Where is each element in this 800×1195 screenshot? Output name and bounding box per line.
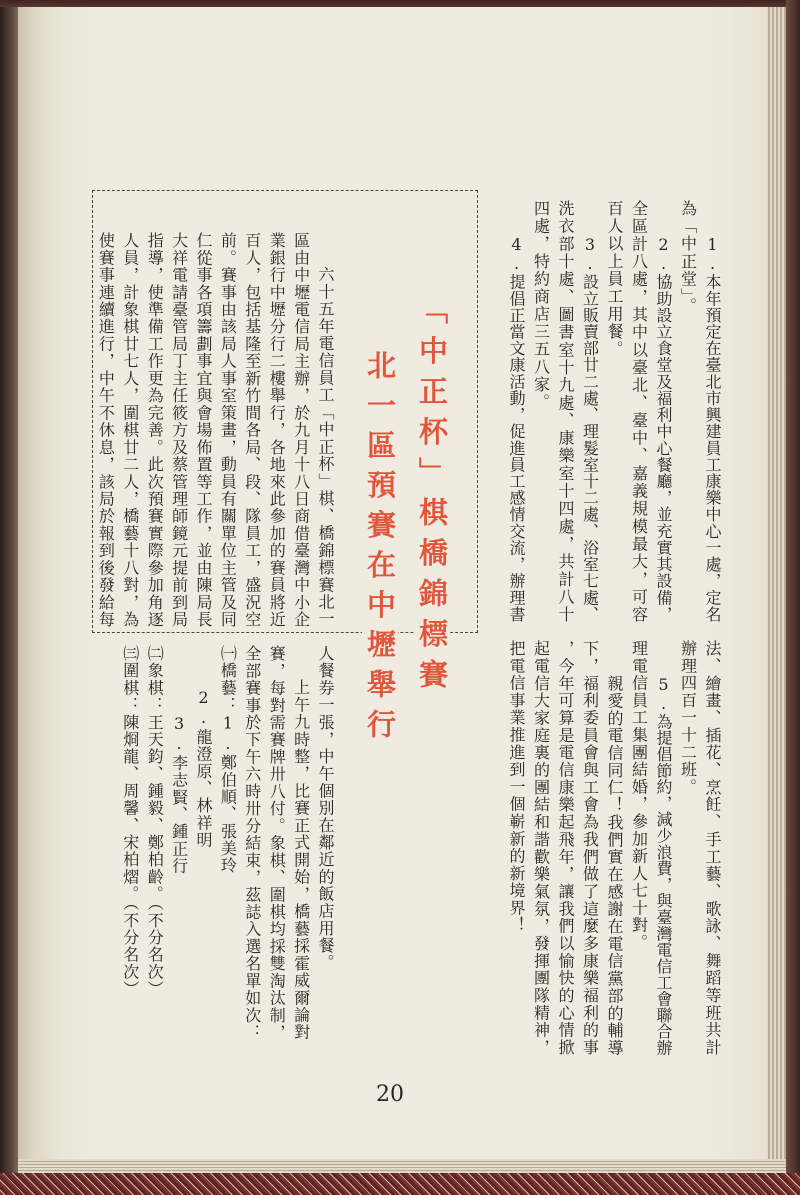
book-spine-left xyxy=(0,0,18,1195)
welfare-report-column: 百人以上員工用餐。 xyxy=(605,200,624,359)
cover-edge-bottom xyxy=(0,1173,800,1195)
boxed-article-column: 業銀行中壢分行二樓舉行，各地來此參加的賽員將近 xyxy=(267,232,287,627)
welfare-report-column: 起電信大家庭裏的團結和諧歡樂氣氛，發揮團隊精神， xyxy=(531,640,551,1055)
boxed-article-column: 仁從事各項籌劃事宜與會場佈置等工作，並由陳局長 xyxy=(194,232,213,627)
welfare-report-column: 4.提倡正當文康活動，促進員工感情交流，辦理書 xyxy=(507,235,526,622)
boxed-article-column: 使賽事連續進行，中午不休息，該局於報到後發給每 xyxy=(96,232,116,627)
continued-article-column: 人餐券一張，中午個別在鄰近的飯店用餐。 xyxy=(316,645,335,972)
page-edges-right xyxy=(766,7,786,1173)
welfare-report-column: 1.本年預定在臺北市興建員工康樂中心一處，定名 xyxy=(703,235,722,622)
article-title-line-2: 北一區預賽在中壢舉行 xyxy=(363,350,397,738)
article-title-line-1: 「中正杯」棋橋錦標賽 xyxy=(415,295,449,688)
continued-article-column: ㈡象棋：王天鈞、鍾毅、鄭柏齡。（不分名次） xyxy=(145,645,165,998)
continued-article-column: ㈢圍棋：陳烱龍、周馨、宋柏熠。（不分名次） xyxy=(120,645,140,998)
boxed-article-column: 指導，使準備工作更為完善。此次預賽實際參加角逐 xyxy=(145,232,165,627)
welfare-report-column: 把電信事業推進到一個嶄新的新境界！ xyxy=(507,640,526,934)
welfare-report-column: ，今年可算是電信康樂起飛年，讓我們以愉快的心情掀 xyxy=(556,640,575,1055)
welfare-report-column: 下，福利委員會與工會為我們做了這麼多康樂福利的事 xyxy=(580,640,600,1055)
welfare-report-column: 洗衣部十處、圖書室十九處、康樂室十四處，共計八十 xyxy=(556,200,575,622)
boxed-article-column: 前。賽事由該局人事室策畫，動員有關單位主管及同 xyxy=(218,232,238,627)
welfare-report-column: 2.協助設立食堂及福利中心餐廳，並充實其設備， xyxy=(654,235,673,622)
page-number: 20 xyxy=(376,1082,404,1107)
continued-article-column: 賽，每對需賽牌卅八付。象棋、圍棋均採雙淘汰制， xyxy=(267,645,287,1040)
welfare-report-column: 法、繪畫、插花、烹飪、手工藝、歌詠、舞蹈等班共計 xyxy=(703,640,722,1055)
welfare-report-column: 為「中正堂」。 xyxy=(678,200,698,316)
continued-article-column: ㈠橋藝：1.鄭伯順、張美玲 xyxy=(218,645,238,875)
boxed-article-column: 人員，計象棋廿七人，圍棋廿二人，橋藝十八對，為 xyxy=(120,232,140,627)
welfare-report-column: 親愛的電信同仁！我們實在感謝在電信黨部的輔導 xyxy=(605,674,624,1055)
continued-article-column: 3.李志賢、鍾正行 xyxy=(169,713,189,875)
welfare-report-column: 理電信員工集團結婚，參加新人七十對。 xyxy=(629,640,649,952)
welfare-report-column: 四處，特約商店三五八家。 xyxy=(531,200,551,411)
continued-article-column: 2.龍澄原、林祥明 xyxy=(194,687,213,849)
boxed-article-column: 區由中壢電信局主辦，於九月十八日商借臺灣中小企 xyxy=(291,232,311,627)
boxed-article-column: 大祥電請臺管局丁主任筱方及蔡管理師鏡元提前到局 xyxy=(169,232,189,627)
cover-edge-right xyxy=(786,0,800,1195)
welfare-report-column: 3.設立販賣部廿二處、理髮室十二處、浴室七處、 xyxy=(580,235,600,622)
cover-edge-top xyxy=(0,0,800,7)
boxed-article-column: 百人，包括基隆至新竹間各局、段、隊員工，盛況空 xyxy=(242,232,262,627)
page-edges-bottom xyxy=(18,1159,786,1173)
welfare-report-column: 全區計八處，其中以臺北、臺中、嘉義規模最大，可容 xyxy=(629,200,649,622)
continued-article-column: 上午九時整，比賽正式開始，橋藝採霍威爾論對 xyxy=(291,679,311,1040)
boxed-article-column: 六十五年電信員工「中正杯」棋、橋錦標賽北一 xyxy=(316,266,335,627)
continued-article-column: 全部賽事於下午六時卅分結束，茲誌入選名單如次： xyxy=(242,645,262,1040)
welfare-report-column: 5.為提倡節約，減少浪費，與臺灣電信工會聯合辦 xyxy=(654,674,673,1055)
welfare-report-column: 辦理四百一十二班。 xyxy=(678,640,698,796)
